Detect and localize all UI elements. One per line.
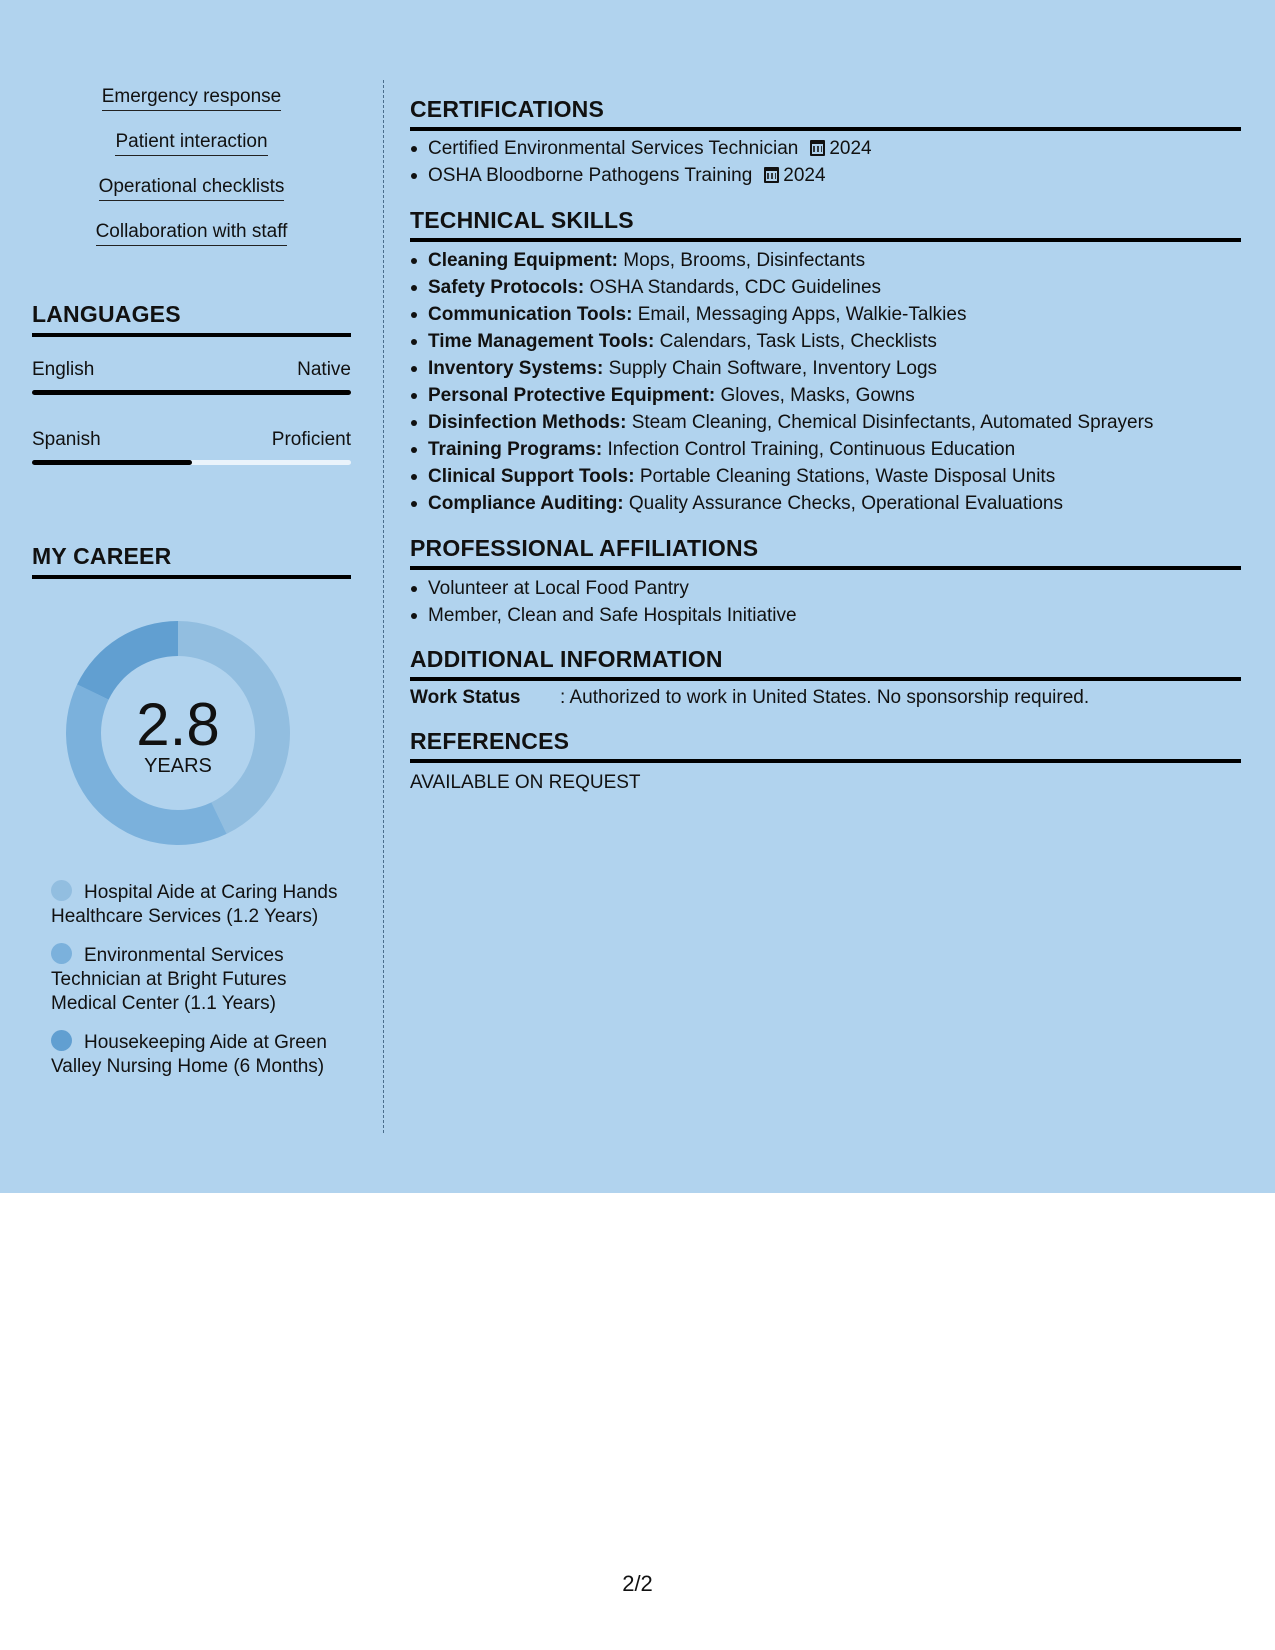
skill-category: Clinical Support Tools: xyxy=(428,466,635,487)
skill-item xyxy=(32,130,351,175)
legend-dot-icon xyxy=(51,880,72,901)
certification-item xyxy=(410,162,1241,189)
skill-values: Email, Messaging Apps, Walkie-Talkies xyxy=(637,304,967,325)
certification-item xyxy=(410,135,1241,162)
skill-values: Quality Assurance Checks, Operational Evaluations xyxy=(628,493,1063,514)
certification-name: OSHA Bloodborne Pathogens Training xyxy=(428,165,753,186)
certification-name: Certified Environmental Services Technician xyxy=(428,138,799,159)
calendar-icon xyxy=(764,167,779,183)
certifications-list xyxy=(410,135,1241,189)
languages-heading: LANGUAGES xyxy=(32,300,351,337)
legend-dot-icon xyxy=(51,943,72,964)
career-legend-text: Housekeeping Aide at Green Valley Nursing Home (6 Months) xyxy=(51,1032,327,1077)
language-name: Spanish xyxy=(32,429,101,450)
skill-item xyxy=(32,220,351,265)
skill-item xyxy=(32,175,351,220)
skill-category: Safety Protocols: xyxy=(428,277,585,298)
skill-values: Steam Cleaning, Chemical Disinfectants, Automated Sprayers xyxy=(631,412,1154,433)
language-level: Proficient xyxy=(271,429,351,450)
skill-label: Operational checklists xyxy=(99,175,285,201)
career-legend-item xyxy=(51,943,341,1016)
language-level: Native xyxy=(297,359,351,380)
technical-skill-item xyxy=(410,436,1241,463)
skill-values: Supply Chain Software, Inventory Logs xyxy=(608,358,938,379)
technical-skill-item xyxy=(410,490,1241,517)
skill-category: Personal Protective Equipment: xyxy=(428,385,716,406)
legend-dot-icon xyxy=(51,1030,72,1051)
skill-category: Training Programs: xyxy=(428,439,603,460)
career-total-value: 2.8 xyxy=(136,691,220,758)
technical-skills-list xyxy=(410,247,1241,517)
skill-label: Patient interaction xyxy=(115,130,267,156)
skill-values: Calendars, Task Lists, Checklists xyxy=(659,331,937,352)
skill-category: Communication Tools: xyxy=(428,304,633,325)
career-donut-chart xyxy=(66,621,290,845)
skill-values: Infection Control Training, Continuous Education xyxy=(607,439,1016,460)
skill-category: Cleaning Equipment: xyxy=(428,250,618,271)
career-legend-text: Hospital Aide at Caring Hands Healthcare Services (1.2 Years) xyxy=(51,882,338,927)
affiliation-item: Member, Clean and Safe Hospitals Initiative xyxy=(410,602,1241,629)
skills-list xyxy=(32,85,351,265)
skill-label: Collaboration with staff xyxy=(96,220,288,246)
language-name: English xyxy=(32,359,95,380)
affiliation-item: Volunteer at Local Food Pantry xyxy=(410,575,1241,602)
language-proficiency-bar xyxy=(32,460,351,465)
skill-category: Compliance Auditing: xyxy=(428,493,624,514)
work-status-value: : Authorized to work in United States. No sponsorship required. xyxy=(560,687,1090,708)
skill-values: Mops, Brooms, Disinfectants xyxy=(623,250,866,271)
donut-segment-3 xyxy=(77,621,178,700)
skill-category: Inventory Systems: xyxy=(428,358,604,379)
career-legend xyxy=(51,880,341,1093)
technical-skill-item xyxy=(410,409,1241,436)
certification-year: 2024 xyxy=(783,165,826,186)
career-heading: MY CAREER xyxy=(32,542,351,579)
skill-values: OSHA Standards, CDC Guidelines xyxy=(589,277,882,298)
technical-skills-heading: TECHNICAL SKILLS xyxy=(410,206,1241,242)
references-heading: REFERENCES xyxy=(410,727,1241,763)
skill-category: Disinfection Methods: xyxy=(428,412,627,433)
skill-label: Emergency response xyxy=(102,85,282,111)
technical-skill-item xyxy=(410,382,1241,409)
certification-year: 2024 xyxy=(829,138,872,159)
additional-info-heading: ADDITIONAL INFORMATION xyxy=(410,645,1241,681)
language-proficiency-fill xyxy=(32,390,351,395)
technical-skill-item xyxy=(410,463,1241,490)
skill-values: Gloves, Masks, Gowns xyxy=(720,385,915,406)
technical-skill-item xyxy=(410,247,1241,274)
language-proficiency-fill xyxy=(32,460,192,465)
affiliations-heading: PROFESSIONAL AFFILIATIONS xyxy=(410,534,1241,570)
career-total-unit: YEARS xyxy=(144,755,212,777)
page-number: 2/2 xyxy=(622,1571,653,1596)
affiliations-list xyxy=(410,575,1241,629)
language-row-english xyxy=(32,358,351,398)
calendar-icon xyxy=(810,140,825,156)
career-legend-item xyxy=(51,1030,341,1079)
career-legend-item xyxy=(51,880,341,929)
skill-category: Time Management Tools: xyxy=(428,331,655,352)
column-divider xyxy=(383,80,384,1133)
language-row-spanish xyxy=(32,428,351,468)
work-status-label: Work Status xyxy=(410,687,521,708)
skill-item xyxy=(32,85,351,130)
skill-values: Portable Cleaning Stations, Waste Disposal Units xyxy=(639,466,1056,487)
language-proficiency-bar xyxy=(32,390,351,395)
work-status-row xyxy=(410,686,1241,710)
certifications-heading: CERTIFICATIONS xyxy=(410,95,1241,131)
technical-skill-item xyxy=(410,328,1241,355)
technical-skill-item xyxy=(410,301,1241,328)
technical-skill-item xyxy=(410,274,1241,301)
references-text: AVAILABLE ON REQUEST xyxy=(410,772,641,793)
career-legend-text: Environmental Services Technician at Bright Futures Medical Center (1.1 Years) xyxy=(51,945,287,1014)
technical-skill-item xyxy=(410,355,1241,382)
